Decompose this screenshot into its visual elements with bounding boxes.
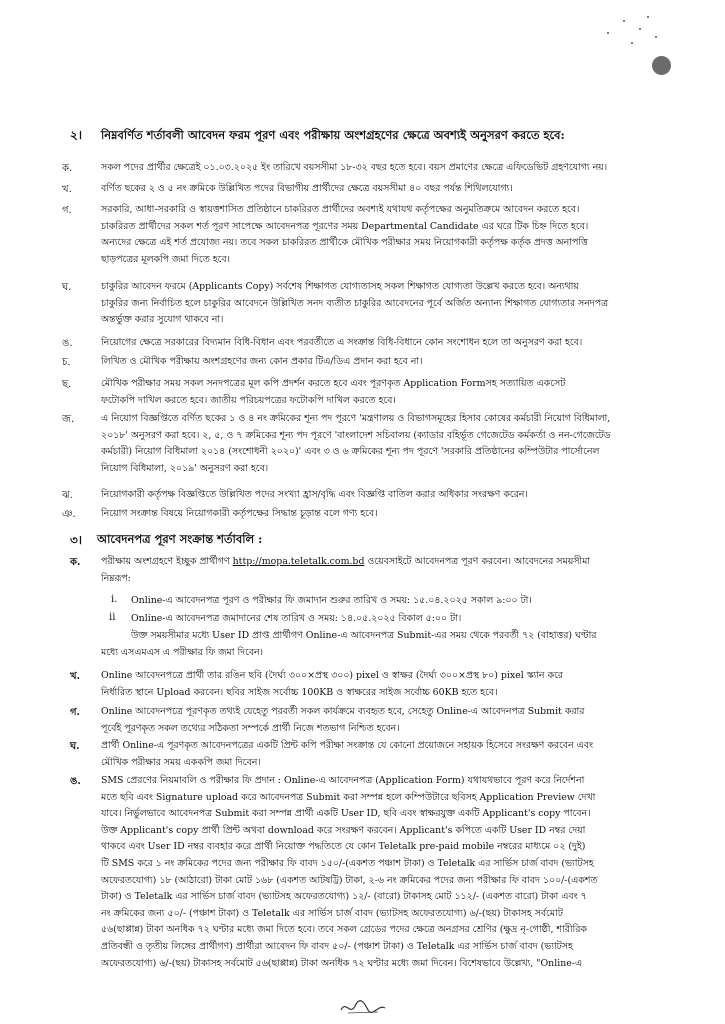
item-marker: খ. — [62, 184, 72, 195]
item-marker: ঘ. — [62, 282, 72, 293]
item-line: টি SMS করে ১ নং ক্রমিকের পদের জন্য পরীক্ষার ফি বাবদ ১৫০/-(একশত পঞ্চাশ টাকা) ও Teletalk এর সার্ভিস চার্জ বাবদ (ভ্যাটসহ — [101, 857, 594, 869]
item-line: লিখিত ও মৌখিক পরীক্ষায় অংশগ্রহণের জন্য কোন প্রকার টিএ/ডিএ প্রদান করা হবে না। — [101, 356, 423, 367]
list-item — [101, 704, 715, 737]
item-marker: ক. — [70, 557, 81, 568]
item-line: নিয়োগকারী কর্তৃপক্ষ বিজ্ঞপ্তিতে উল্লিখিত পদের সংখ্যা হ্রাস/বৃদ্ধি এবং বিজ্ঞপ্তি বাতিল করার অধিকার সংরক্ষণ করেন। — [101, 489, 528, 500]
item-line: Online আবেদনপত্রে প্রার্থী তার রঙিন ছবি (দৈর্ঘ্য ৩০০×প্রস্থ ৩০০) pixel ও স্বাক্ষর (দৈর্ঘ্য ৩০০×প্রস্থ ৮০) pixel স্ক্যান করে — [101, 670, 563, 681]
item-line: Online-এ আবেদনপত্র জমাদানের শেষ তারিখ ও সময়: ১৪.০৫.২০২৫ বিকাল ৫:০০ টা। — [131, 613, 462, 624]
list-item — [101, 411, 715, 477]
item-line: চাকুরির আবেদন ফরমে (Applicants Copy) সর্বশেষ শিক্ষাগত যোগ্যতাসহ সকল শিক্ষাগত যোগ্যতা উল্লেখ করতে হবে। অন্যথায় — [101, 281, 579, 292]
item-text: ওয়েবসাইটে আবেদনপত্র পূরণ করবেন। আবেদনের সময়সীমা — [364, 556, 591, 567]
item-line: প্রতিবন্ধী ও তৃতীয় লিঙ্গের প্রার্থীগণ) প্রার্থীরা আবেদন ফি বাবদ ৫০/- (পঞ্চাশ টাকা) ও Teletalk এর সার্ভিস চার্জ বাবদ (ভ্যাটসহ — [101, 940, 573, 952]
item-text: পরীক্ষায় অংশগ্রহণে ইচ্ছুক প্রার্থীগণ — [101, 556, 233, 567]
item-line: টাকা) ও Teletalk এর সার্ভিস চার্জ বাবদ (ভ্যাটসহ অফেরতযোগ্য) ১২/- (বারো) টাকাসহ মোট ১১২/- (একশত বারো) টাকা এবং ৭ — [101, 891, 587, 903]
item-line: অন্তর্ভুক্ত করার সুযোগ থাকবে না। — [101, 314, 224, 326]
list-item — [101, 354, 715, 371]
list-item — [101, 506, 715, 523]
list-item — [101, 181, 715, 198]
item-line: ছাড়পত্রের মূলকপি জমা দিতে হবে। — [101, 253, 230, 265]
item-line: নিয়োগ বিধিমালা, ২০১৯' অনুসরণ করা হবে। — [101, 462, 269, 474]
sub-item — [131, 611, 715, 644]
item-line: নিয়োগের ক্ষেত্রে সরকারের বিদ্যমান বিধি-বিধান এবং পরবর্তীতে এ সংক্রান্ত বিধি-বিধানে কোন সংশোধন হলে তা অনুসরণ করা হবে। — [101, 337, 583, 348]
item-line: অন্যদের ক্ষেত্রে এই শর্ত প্রযোজ্য নয়। তবে সকল চাকরিরত প্রার্থীকে মৌখিক পরীক্ষার সময় নিয়োগকারী কর্তৃপক্ষ কর্তৃক প্রদত্ত অনাপত্তি — [101, 237, 588, 249]
item-line: মৌখিক পরীক্ষার সময় সকল সনদপত্রের মূল কপি প্রদর্শন করতে হবে এবং পূরণকৃত Application Formসহ সত্যায়িত একসেট — [101, 378, 566, 389]
list-item — [101, 160, 715, 177]
ink-blot — [652, 56, 671, 75]
item-line: সকল পদের প্রার্থীর ক্ষেত্রেই ০১.০৩.২০২৫ ইং তারিখে বয়সসীমা ১৮-৩২ বছর হতে হবে। বয়স প্রমাণের ক্ষেত্রে এফিডেভিট গ্রহণযোগ্য নয়। — [101, 162, 608, 173]
section3-number: ৩। — [70, 533, 83, 547]
item-line: মধ্যে এসএমএস এ পরীক্ষার ফি জমা দিবেন। — [101, 647, 264, 658]
list-item — [101, 376, 715, 409]
list-item — [101, 773, 715, 972]
list-item — [101, 279, 715, 329]
item-marker: ক. — [62, 163, 73, 174]
item-marker: চ. — [62, 357, 71, 368]
item-line: যাবে। নির্ভুলভাবে আবেদনপত্র Submit করা সম্পন্ন প্রার্থী একটি User ID, ছবি এবং স্বাক্ষরযুক্ত একটি Applicant's copy পাবেন। — [101, 808, 591, 820]
item-line: চাকরিরত প্রার্থীদের সকল শর্ত পূরণ সাপেক্ষে আবেদনপত্র পূরণের সময় Departmental Candidate এর ঘরে টিক চিহ্ন দিতে হবে। — [101, 220, 589, 232]
list-item — [101, 668, 715, 701]
item-line: পূর্বেই পূরণকৃত সকল তথ্যের সঠিকতা সম্পর্কে প্রার্থী নিজে শতভাগ নিশ্চিত হবেন। — [101, 722, 400, 734]
item-marker: ঙ. — [62, 338, 73, 349]
scan-specks — [595, 14, 665, 54]
item-line: মতে ছবি এবং Signature upload করে আবেদনপত্র Submit করা সম্পন্ন হলে কম্পিউটারে ছবিসহ Application Preview দেখা — [101, 791, 596, 803]
item-line: নিম্নরূপ: — [101, 572, 131, 584]
list-item — [101, 487, 715, 504]
list-item — [101, 335, 715, 352]
item-line: থাকবে এবং User ID নম্বর ব্যবহার করে প্রার্থী নিয়োক্ত পদ্ধতিতে যে কোন Teletalk pre-paid mobile নম্বরের মাধ্যমে ০২ (দুই) — [101, 841, 586, 853]
item-marker: গ. — [70, 707, 81, 718]
section3-heading: আবেদনপত্র পূরণ সংক্রান্ত শর্তাবলি : — [97, 532, 263, 546]
item-line: মৌখিক পরীক্ষার সময় এককপি জমা দিবেন। — [101, 756, 261, 768]
item-marker: ঙ. — [70, 776, 81, 787]
item-line: উক্ত সময়সীমার মধ্যে User ID প্রাপ্ত প্রার্থীগণ Online-এ আবেদনপত্র Submit-এর সময় থেকে পরবর্তী ৭২ (বাহাত্তর) ঘণ্টার — [131, 629, 597, 641]
signature-mark — [338, 996, 388, 1018]
item-line: ২০১৮' অনুসরণ করা হবে। ২, ৫, ও ৭ ক্রমিকের শূন্য পদ পূরণে 'বাংলাদেশ সচিবালয় (ক্যাডার বহির্ভূত গেজেটেড কর্মকর্তা ও নন-গেজেটেড — [101, 429, 611, 441]
item-marker: ছ. — [62, 379, 72, 390]
website-link[interactable]: http://mopa.teletalk.com.bd — [232, 556, 365, 567]
item-marker: ঘ. — [70, 741, 80, 752]
item-line: কর্মচারী) নিয়োগ বিধিমালা ২০১৪ (সংশোধনী ২০২০)' এবং ৩ ও ৬ ক্রমিকের শূন্য পদ পূরণে 'সরকারি প্রতিষ্ঠানের কম্পিউটার পার্সোনেল — [101, 446, 600, 458]
item-line: নির্ধারিত স্থানে Upload করবেন। ছবির সাইজ সর্বোচ্চ 100KB ও স্বাক্ষরের সাইজ সর্বোচ্চ 60KB হতে হবে। — [101, 686, 498, 698]
item-line: Online আবেদনপত্রে পূরণকৃত তথ্যই যেহেতু পরবর্তী সকল কার্যক্রমে ব্যবহৃত হবে, সেহেতু Online-এ আবেদনপত্র Submit করার — [101, 706, 585, 717]
item-marker: গ. — [62, 205, 72, 216]
list-item — [101, 202, 715, 268]
item-marker: জ. — [62, 414, 75, 425]
item-line: নিয়োগ সংক্রান্ত বিষয়ে নিয়োগকারী কর্তৃপক্ষের সিদ্ধান্ত চূড়ান্ত বলে গণ্য হবে। — [101, 508, 378, 519]
sub-item-marker: ii — [109, 612, 116, 623]
item-marker: ঝ. — [62, 490, 73, 501]
list-item — [101, 554, 715, 587]
item-line: এ নিয়োগ বিজ্ঞপ্তিতে বর্ণিত ছকের ১ ও ৪ নং ক্রমিকের শূন্য পদ পূরণে 'মন্ত্রণালয় ও বিভাগসমূহের হিসাব কোষের কর্মচারী নিয়োগ বিধিমালা, — [101, 413, 611, 424]
item-line: চাকুরির জন্য নির্বাচিত হলে চাকুরির আবেদনে উল্লিখিত সনদ ব্যতীত চাকুরির আবেদনের পূর্বে অর্জিত অন্যান্য শিক্ষাগত যোগ্যতার সনদপত্র — [101, 297, 608, 309]
sub-item — [131, 593, 715, 610]
item-marker: খ. — [70, 671, 81, 682]
item-line: Online-এ আবেদনপত্র পূরণ ও পরীক্ষার ফি জমাদান শুরুর তারিখ ও সময়: ১৫.০৪.২০২৫ সকাল ৯:০০ টা। — [131, 595, 532, 606]
item-line: নং ক্রমিকের জন্য ৫০/- (পঞ্চাশ টাকা) ও Teletalk এর সার্ভিস চার্জ বাবদ (ভ্যাটসহ অফেরতযোগ্য) ৬/-(ছয়) টাকাসহ সর্বমোট — [101, 907, 563, 919]
item-line: প্রার্থী Online-এ পূরণকৃত আবেদনপত্রের একটি প্রিন্ট কপি পরীক্ষা সংক্রান্ত যে কোনো প্রয়োজনে সহায়ক হিসেবে সংরক্ষণ করবেন এবং — [101, 740, 593, 751]
item-line: অফেরতযোগ্য) ৬/-(ছয়) টাকাসহ সর্বমোট ৫৬(ছাপ্পান্ন) টাকা অনধিক ৭২ ঘণ্টার মধ্যে জমা দিবেন। বিশেষভাবে উল্লেখ্য, "Online-এ — [101, 957, 583, 969]
section2-heading: নিম্নবর্ণিত শর্তাবলী আবেদন ফরম পূরণ এবং পরীক্ষায় অংশগ্রহণের ক্ষেত্রে অবশ্যই অনুসরণ করতে হবে: — [101, 128, 565, 142]
item-line: সরকারি, আধা-সরকারি ও স্বায়ত্তশাসিত প্রতিষ্ঠানে চাকরিরত প্রার্থীদের অবশ্যই যথাযথ কর্তৃপক্ষের অনুমতিক্রমে আবেদন করতে হবে। — [101, 204, 580, 215]
item-line: SMS প্রেরণের নিয়মাবলি ও পরীক্ষার ফি প্রদান : Online-এ আবেদনপত্র (Application Form) যথাযথভাবে পূরণ করে নির্দেশনা — [101, 775, 585, 786]
item-line: উক্ত Applicant's copy প্রার্থী প্রিন্ট অথবা download করে সংরক্ষণ করবেন। Applicant's কপিতে একটি User ID নম্বর দেয়া — [101, 824, 586, 836]
item-marker: ঞ. — [62, 509, 76, 520]
note-line — [101, 645, 715, 662]
item-line: ফটোকপি দাখিল করতে হবে। জাতীয় পরিচয়পত্রের ফটোকপি দাখিল করতে হবে। — [101, 394, 396, 406]
item-line: অফেরতযোগ্য) ১৮ (আঠারো) টাকা মোট ১৬৮ (একশত আটষট্টি) টাকা, ২-৬ নং ক্রমিকের পদের জন্য পরীক্ষার ফি বাবদ ১০০/-(একশত — [101, 874, 598, 886]
item-line: ৫৬(ছাপ্পান্ন) টাকা অনধিক ৭২ ঘণ্টার মধ্যে জমা দিতে হবে। তবে সকল গ্রেডের পদের ক্ষেত্রে অনগ্রসর শ্রেণির (ক্ষুদ্র নৃ-গোষ্ঠী, শারীরিক — [101, 924, 587, 936]
item-line — [101, 554, 715, 571]
item-line: বর্ণিত ছকের ২ ও ৫ নং ক্রমিকে উল্লিখিত পদের বিভাগীয় প্রার্থীদের ক্ষেত্রে বয়সসীমা ৪০ বছর পর্যন্ত শিথিলযোগ্য। — [101, 183, 513, 194]
list-item — [101, 738, 715, 771]
section2-number: ২। — [70, 128, 83, 142]
sub-item-marker: i. — [111, 594, 118, 605]
